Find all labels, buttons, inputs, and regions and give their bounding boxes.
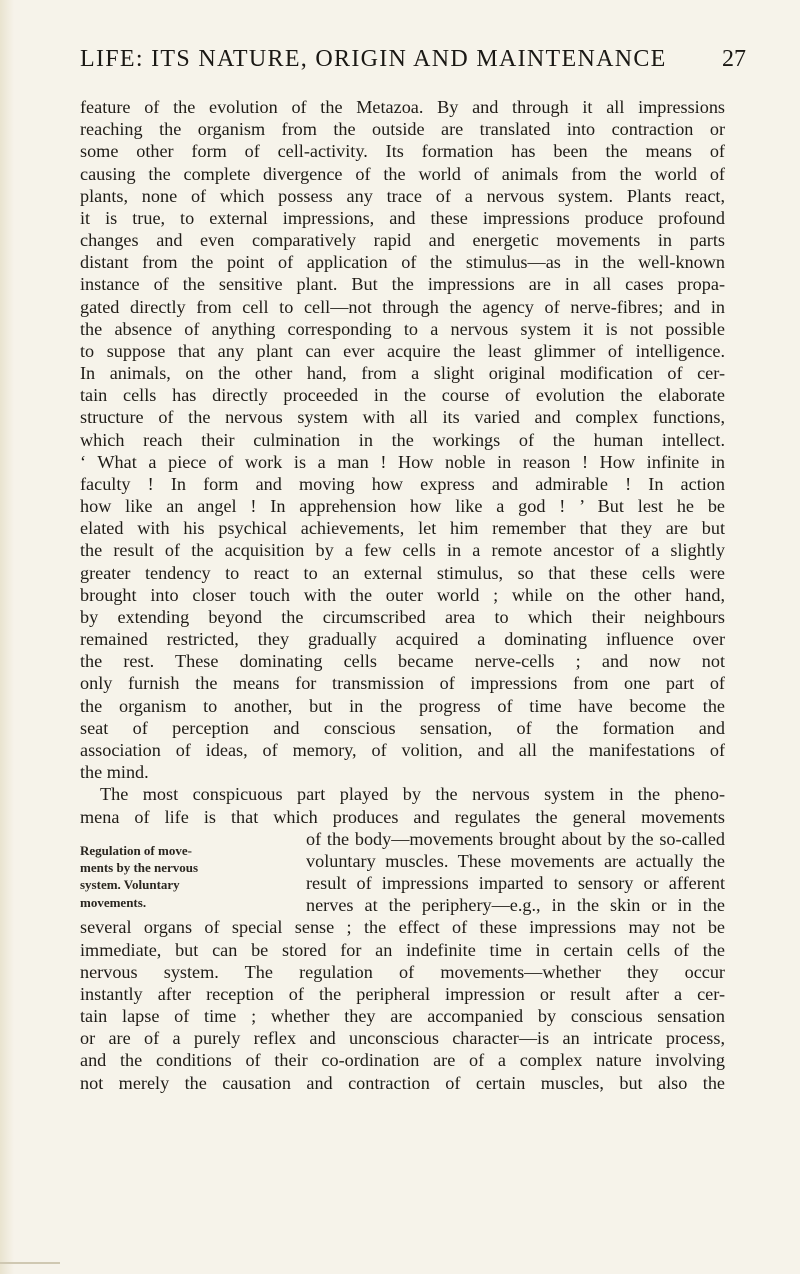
text-line: greater tendency to react to an external stimulus, so that these cells were [80,562,725,583]
text-line: nervous system. The regulation of movements—whether they occur [80,961,725,982]
text-line: changes and even comparatively rapid and energetic movements in parts [80,230,725,251]
text-line: immediate, but can be stored for an indefinite time in certain cells of the [80,939,725,960]
text-line: only furnish the means for transmission of impressions from one part of [80,673,725,694]
text-line: voluntary muscles. These movements are actually the [306,850,725,871]
text-line: the rest. These dominating cells became nerve-cells ; and now not [80,651,725,672]
text-line: In animals, on the other hand, from a slight original modification of cer- [80,363,725,384]
text-line: the organism to another, but in the progress of time have become the [80,695,725,716]
text-line: reaching the organism from the outside are translated into contraction or [80,119,725,140]
margin-note-line: system. Voluntary [80,877,180,893]
text-line: seat of perception and conscious sensation, of the formation and [80,717,725,738]
text-line: several organs of special sense ; the effect of these impressions may not be [80,917,725,938]
text-line: remained restricted, they gradually acquired a dominating influence over [80,629,725,650]
text-line: ‘ What a piece of work is a man ! How noble in reason ! How infinite in [80,451,725,472]
text-line: feature of the evolution of the Metazoa. By and through it all impressions [80,97,725,117]
page-number: 27 [722,46,746,72]
text-line: mena of life is that which produces and regulates the general movements [80,806,725,827]
text-line: not merely the causation and contraction of certain muscles, but also the [80,1072,725,1093]
text-line: plants, none of which possess any trace of a nervous system. Plants react, [80,185,725,206]
text-line: it is true, to external impressions, and these impressions produce profound [80,207,725,228]
text-line: faculty ! In form and moving how express and admirable ! In action [80,473,725,494]
text-line: the result of the acquisition by a few cells in a remote ancestor of a slightly [80,540,725,561]
text-line: or are of a purely reflex and unconscious character—is an intricate process, [80,1028,725,1049]
text-line: which reach their culmination in the workings of the human intellect. [80,429,725,450]
text-line: elated with his psychical achievements, let him remember that they are but [80,518,725,539]
text-line: gated directly from cell to cell—not through the agency of nerve-fibres; and in [80,296,725,317]
text-line: instance of the sensitive plant. But the impressions are in all cases propa- [80,274,725,295]
margin-note-line: movements. [80,894,147,910]
page-edge-shadow [0,0,14,1274]
text-line: distant from the point of application of the stimulus—as in the well-known [80,252,725,273]
text-line: association of ideas, of memory, of volition, and all the manifestations of [80,739,725,760]
page-header [0,46,800,86]
text-line: tain cells has directly proceeded in the course of evolution the elaborate [80,385,725,406]
text-line: nerves at the periphery—e.g., in the skin or in the [306,895,725,916]
text-line: structure of the nervous system with all its varied and complex functions, [80,407,725,428]
margin-note-line: ments by the nervous [80,860,199,876]
body-text [80,96,725,1094]
text-line: to suppose that any plant can ever acquire the least glimmer of intelligence. [80,340,725,361]
text-line: result of impressions imparted to sensory or afferent [306,873,725,894]
text-line: some other form of cell-activity. Its formation has been the means of [80,141,725,162]
text-line: The most conspicuous part played by the nervous system in the pheno- [100,784,725,805]
text-line: how like an angel ! In apprehension how like a god ! ’ But lest he be [80,496,725,517]
running-head: LIFE: ITS NATURE, ORIGIN AND MAINTENANCE [80,46,667,72]
margin-note [80,842,199,911]
text-line: of the body—movements brought about by the so-called [306,828,725,849]
text-line: causing the complete divergence of the world of animals from the world of [80,163,725,184]
text-line: the mind. [80,762,149,783]
margin-note-line: Regulation of move- [80,843,192,858]
bottom-rule [0,1262,60,1264]
text-line: the absence of anything corresponding to a nervous system it is not possible [80,318,725,339]
text-line: by extending beyond the circumscribed area to which their neighbours [80,606,725,627]
text-line: and the conditions of their co-ordination are of a complex nature involving [80,1050,725,1071]
text-line: brought into closer touch with the outer world ; while on the other hand, [80,584,725,605]
text-line: instantly after reception of the peripheral impression or result after a cer- [80,983,725,1004]
text-line: tain lapse of time ; whether they are accompanied by conscious sensation [80,1006,725,1027]
